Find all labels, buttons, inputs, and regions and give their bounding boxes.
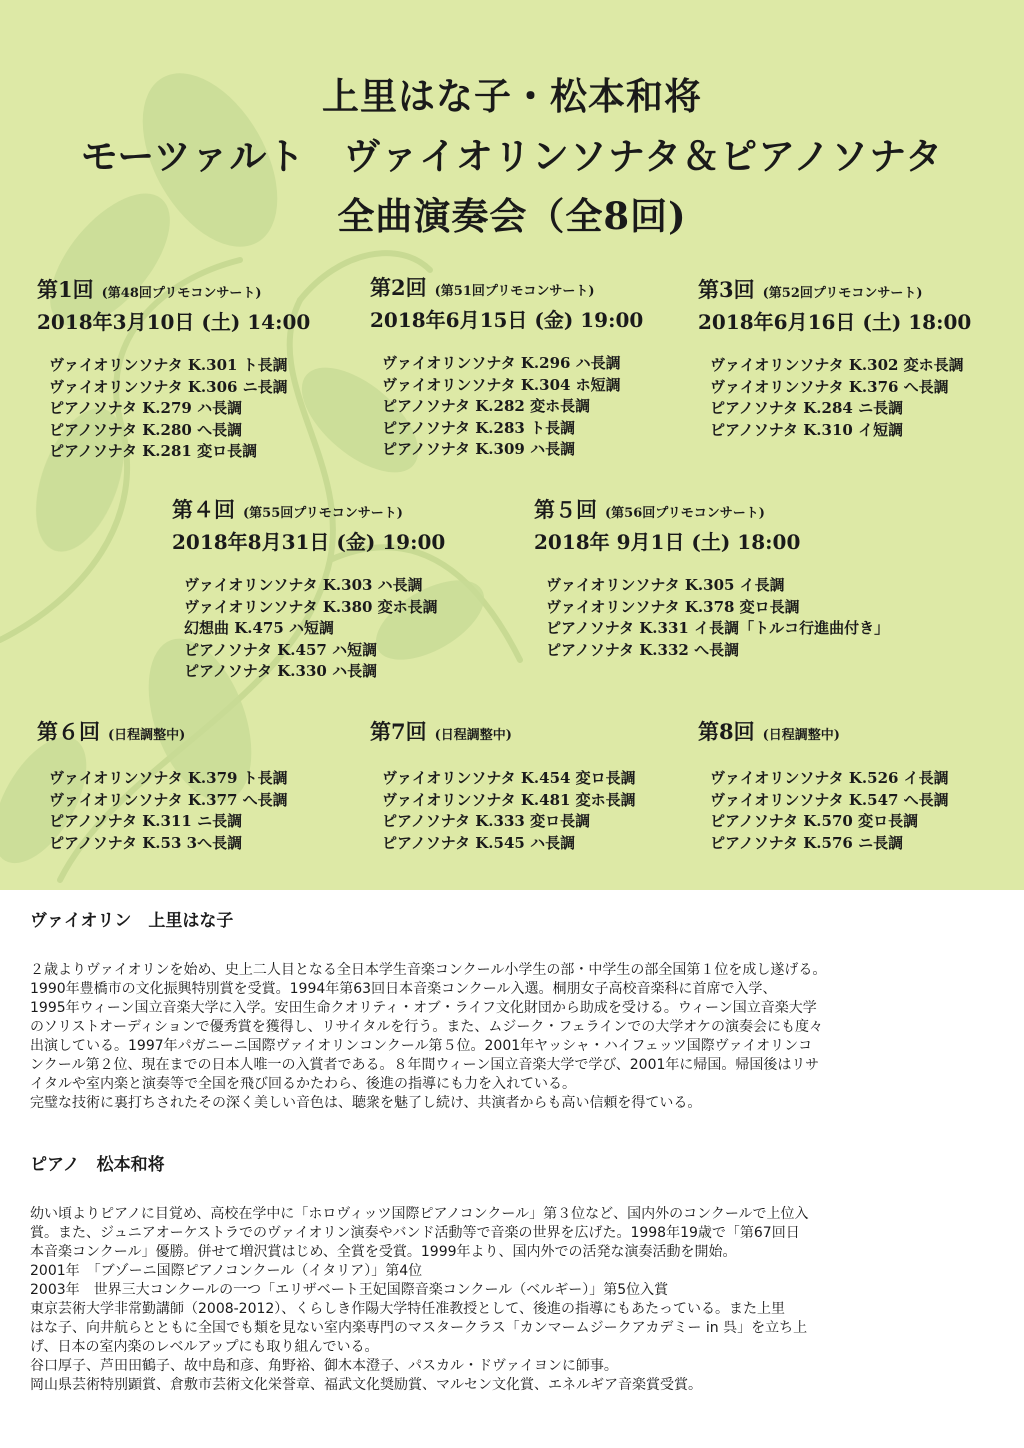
piece: ヴァイオリンソナタ K.380 変ホ長調 <box>184 597 438 616</box>
concert-label: 第1回 (第48回プリモコンサート) <box>37 277 262 302</box>
bio-line: 岡山県芸術特別顕賞、倉敷市芸術文化栄誉章、福武文化奨励賞、マルセン文化賞、エネルギア音楽賞受賞。 <box>30 1377 702 1393</box>
concert-sub: (第56回プリモコンサート) <box>605 506 765 521</box>
piano-bio-heading: ピアノ 松本和将 <box>30 1155 165 1175</box>
piece: ピアノソナタ K.576 ニ長調 <box>710 833 904 852</box>
concert-sub: (日程調整中) <box>434 728 512 743</box>
piece-list <box>49 355 310 463</box>
concert-label: 第7回 (日程調整中) <box>370 719 512 744</box>
concert-date: 2018年3月10日 (土) 14:00 <box>37 310 311 334</box>
bio-line: のソリストオーディションで優秀賞を獲得し、リサイタルを行う。また、ムジーク・フェラインでの大学オケの演奏会にも度々 <box>30 1019 823 1035</box>
concert-date: 2018年6月16日 (土) 18:00 <box>698 310 972 334</box>
concert-sub: (日程調整中) <box>108 728 186 743</box>
piece: ピアノソナタ K.281 変ロ長調 <box>49 442 258 460</box>
piece: ピアノソナタ K.280 へ長調 <box>49 420 243 439</box>
piece: ヴァイオリンソナタ K.454 変ロ長調 <box>382 769 636 787</box>
bio-line: 本音楽コンクール」優勝。併せて増沢賞はじめ、全賞を受賞。1999年より、国内外での活発な演奏活動を開始。 <box>30 1244 737 1260</box>
bio-line: 完璧な技術に裏打ちされたその深く美しい音色は、聴衆を魅了し続け、共演者からも高い信頼を得ている。 <box>30 1095 702 1111</box>
piece: ピアノソナタ K.309 ハ長調 <box>382 440 576 458</box>
concert-1 <box>37 274 310 463</box>
piece: ヴァイオリンソナタ K.303 ハ長調 <box>184 576 423 594</box>
bio-line: 賞。また、ジュニアオーケストラでのヴァイオリン演奏やバンド活動等で音楽の世界を広げた。1998年19歳で「第67回日 <box>30 1225 800 1241</box>
bio-line: 2003年 世界三大コンクールの一つ「エリザベート王妃国際音楽コンクール（ベルギー）」第5位入賞 <box>30 1282 669 1298</box>
concert-date: 2018年8月31日 (金) 19:00 <box>172 530 446 554</box>
bio-line: 幼い頃よりピアノに目覚め、高校在学中に「ホロヴィッツ国際ピアノコンクール」第３位など、国内外のコンクールで上位入 <box>30 1206 809 1222</box>
violin-bio-heading: ヴァイオリン 上里はな子 <box>30 911 234 931</box>
piece: ピアノソナタ K.310 イ短調 <box>710 420 904 439</box>
piece: ピアノソナタ K.311 ニ長調 <box>49 812 243 830</box>
piece-list <box>710 355 971 441</box>
title-program: モーツァルト ヴァイオリンソナタ＆ピアノソナタ <box>80 134 944 178</box>
concert-sub: (第48回プリモコンサート) <box>101 286 262 301</box>
piece: ピアノソナタ K.284 ニ長調 <box>710 399 904 417</box>
bio-line: はな子、向井航らとともに全国でも類を見ない室内楽専門のマスタークラス「カンマームジークアカデミー in 呉」を立ち上 <box>30 1320 808 1336</box>
bio-line: げ、日本の室内楽のレベルアップにも取り組んでいる。 <box>30 1339 379 1355</box>
concert-label: 第8回 (日程調整中) <box>698 719 840 744</box>
concert-label: 第６回 (日程調整中) <box>37 719 186 744</box>
piece-list <box>710 768 949 854</box>
piece: ピアノソナタ K.330 ハ長調 <box>184 662 378 680</box>
piece: ピアノソナタ K.331 イ長調「トルコ行進曲付き」 <box>546 619 890 637</box>
concert-6 <box>37 716 288 854</box>
piece: ピアノソナタ K.333 変ロ長調 <box>382 812 591 830</box>
piece: ヴァイオリンソナタ K.526 イ長調 <box>710 769 949 787</box>
concert-date: 2018年6月15日 (金) 19:00 <box>370 308 644 332</box>
bio-line: 1990年豊橋市の文化振興特別賞を受賞。1994年第63回日本音楽コンクール入選。桐朋女子高校音楽科に首席で入学、 <box>30 981 777 997</box>
piece: ヴァイオリンソナタ K.378 変ロ長調 <box>546 597 800 616</box>
piece: ヴァイオリンソナタ K.481 変ホ長調 <box>382 790 636 809</box>
bio-line: イタルや室内楽と演奏等で全国を飛び回るかたわら、後進の指導にも力を入れている。 <box>30 1076 576 1092</box>
piece-list <box>382 768 636 854</box>
violin-bio <box>30 906 1010 1113</box>
concert-7 <box>370 716 636 854</box>
concert-label: 第2回 (第51回プリモコンサート) <box>370 275 595 300</box>
piece: ヴァイオリンソナタ K.547 へ長調 <box>710 790 949 809</box>
concert-8 <box>698 716 949 854</box>
concert-4 <box>172 494 445 683</box>
piece: ヴァイオリンソナタ K.377 へ長調 <box>49 790 288 809</box>
concert-sub: (第52回プリモコンサート) <box>762 286 923 301</box>
piece: ピアノソナタ K.279 ハ長調 <box>49 399 243 417</box>
bio-line: 2001年 「ブゾーニ国際ピアノコンクール（イタリア）」第4位 <box>30 1263 423 1279</box>
piece: ヴァイオリンソナタ K.306 ニ長調 <box>49 377 288 396</box>
piece: ヴァイオリンソナタ K.301 ト長調 <box>49 356 288 374</box>
piece: ヴァイオリンソナタ K.296 ハ長調 <box>382 354 621 372</box>
piece: ピアノソナタ K.53 3へ長調 <box>49 833 243 852</box>
piece: ピアノソナタ K.282 変ホ長調 <box>382 397 591 415</box>
concert-5 <box>534 494 889 661</box>
concert-sub: (第55回プリモコンサート) <box>243 506 403 521</box>
piece: ピアノソナタ K.545 ハ長調 <box>382 833 576 852</box>
piece: ピアノソナタ K.457 ハ短調 <box>184 640 378 659</box>
concert-label: 第3回 (第52回プリモコンサート) <box>698 277 923 302</box>
violin-bio-text <box>30 961 1010 1113</box>
piece: ヴァイオリンソナタ K.302 変ホ長調 <box>710 356 964 374</box>
piece: ヴァイオリンソナタ K.305 イ長調 <box>546 576 785 594</box>
bio-line: 谷口厚子、芦田田鶴子、故中島和彦、角野裕、御木本澄子、パスカル・ドヴァイヨンに師事。 <box>30 1358 618 1374</box>
piece-list <box>546 575 889 661</box>
title-performers: 上里はな子・松本和将 <box>322 74 702 118</box>
concert-sub: (日程調整中) <box>762 728 840 743</box>
piece: ヴァイオリンソナタ K.379 ト長調 <box>49 769 288 787</box>
piece: ピアノソナタ K.332 へ長調 <box>546 640 740 659</box>
bio-line: 1995年ウィーン国立音楽大学に入学。安田生命クオリティ・オブ・ライフ文化財団から助成を受ける。ウィーン国立音楽大学 <box>30 1000 817 1016</box>
piece: ピアノソナタ K.570 変ロ長調 <box>710 812 919 830</box>
piece: ヴァイオリンソナタ K.304 ホ短調 <box>382 375 621 394</box>
bio-line: ２歳よりヴァイオリンを始め、史上二人目となる全日本学生音楽コンクール小学生の部・中学生の部全国第１位を成し遂げる。 <box>30 962 827 978</box>
bio-line: ンクール第２位、現在までの日本人唯一の入賞者である。８年間ウィーン国立音楽大学で学び、2001年に帰国。帰国後はリサ <box>30 1057 820 1073</box>
bio-line: 東京芸術大学非常勤講師（2008-2012）、くらしき作陽大学特任准教授として、後進の指導にもあたっている。また上里 <box>30 1301 786 1317</box>
concert-2 <box>370 272 643 461</box>
concert-label: 第５回 (第56回プリモコンサート) <box>534 497 765 522</box>
piece: ピアノソナタ K.283 ト長調 <box>382 418 576 437</box>
piece: 幻想曲 K.475 ハ短調 <box>184 619 335 637</box>
concert-sub: (第51回プリモコンサート) <box>434 284 595 299</box>
piece-list <box>382 353 643 461</box>
concert-date: 2018年 9月1日 (土) 18:00 <box>534 530 801 554</box>
title-series: 全曲演奏会（全8回) <box>337 194 687 238</box>
piano-bio-text <box>30 1205 1010 1395</box>
piece-list <box>49 768 288 854</box>
piece: ヴァイオリンソナタ K.376 へ長調 <box>710 377 949 396</box>
piano-bio <box>30 1150 1010 1395</box>
bio-line: 出演している。1997年パガニーニ国際ヴァイオリンコンクール第５位。2001年ヤッシャ・ハイフェッツ国際ヴァイオリンコ <box>30 1038 813 1054</box>
concert-3 <box>698 274 971 441</box>
piece-list <box>184 575 445 683</box>
concert-label: 第４回 (第55回プリモコンサート) <box>172 497 403 522</box>
